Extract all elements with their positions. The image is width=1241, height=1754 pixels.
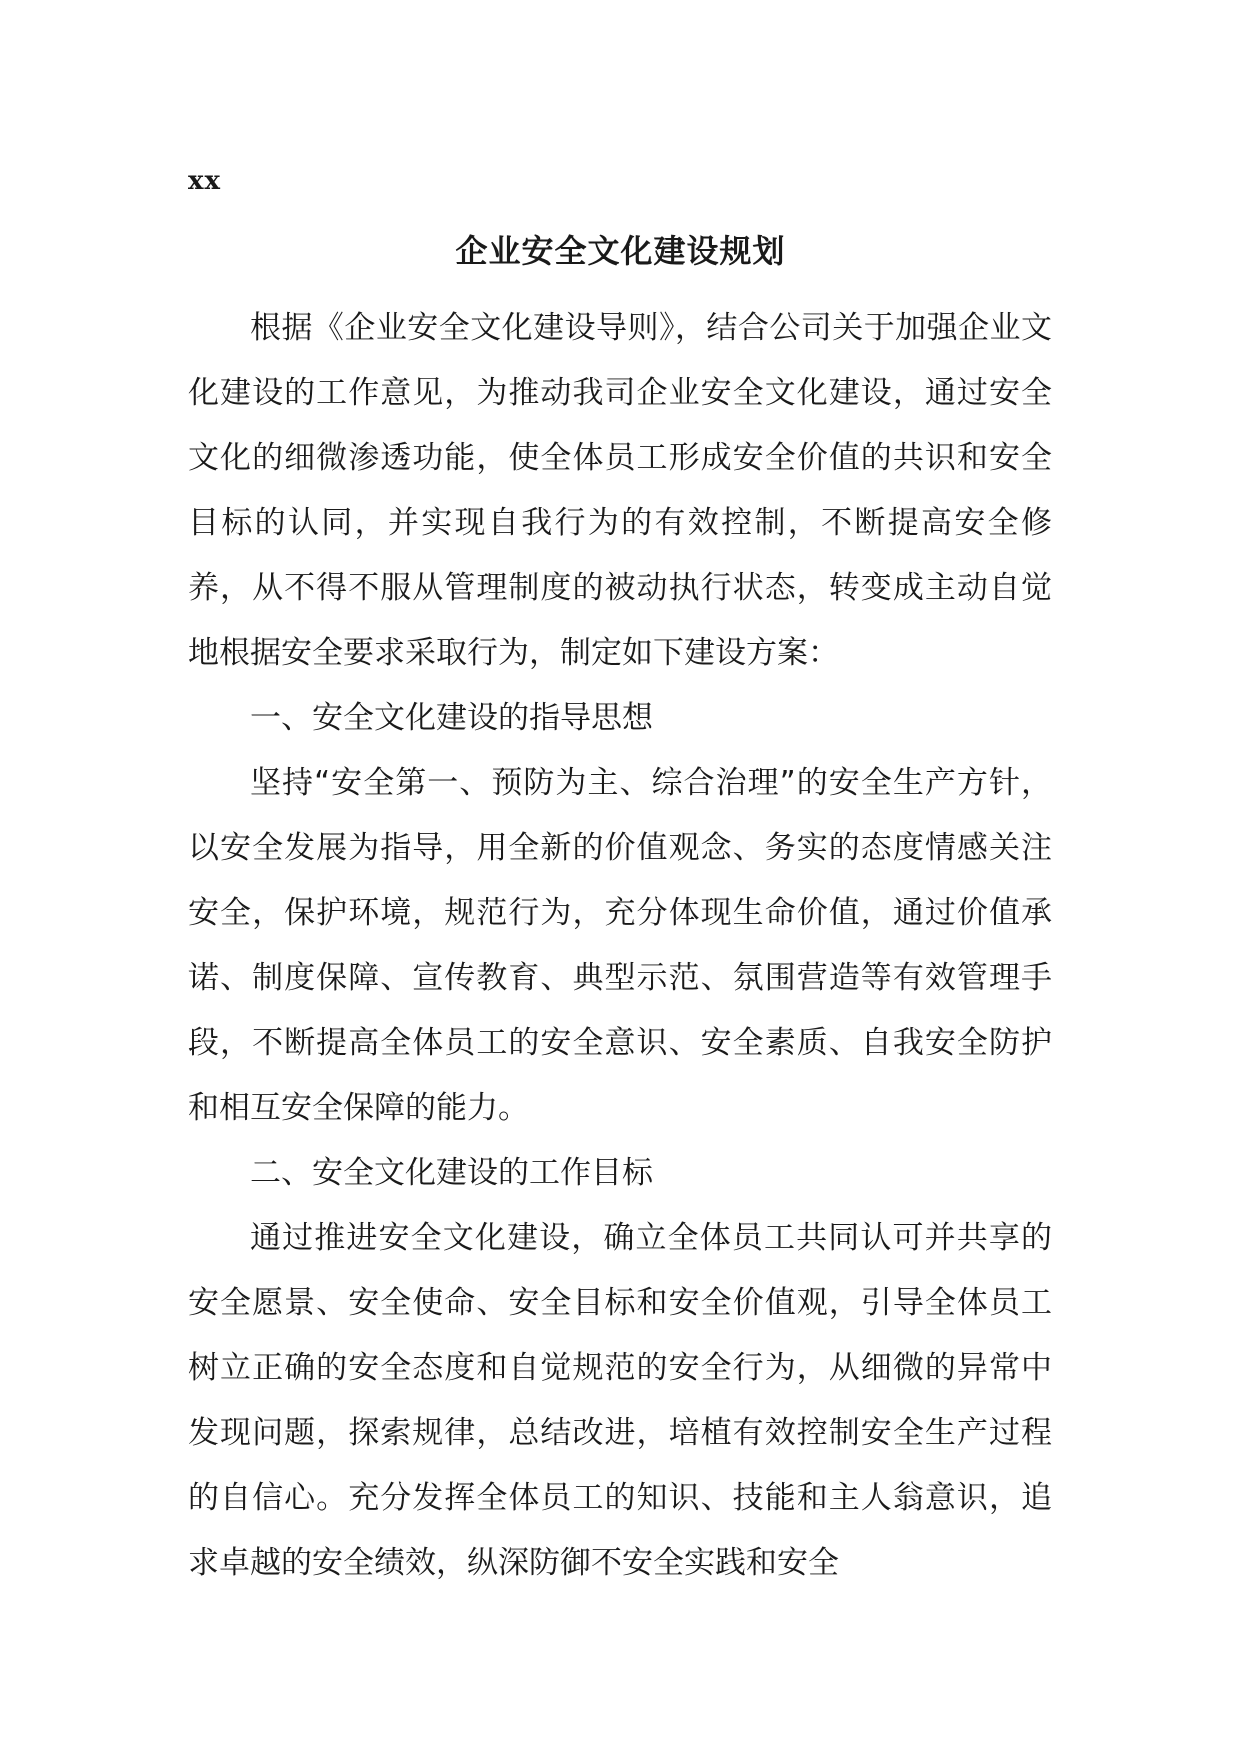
document-body xyxy=(188,296,1052,1596)
guiding-ideology-paragraph: 坚持“安全第一、预防为主、综合治理”的安全生产方针，以安全发展为指导，用全新的价值观念、务实的态度情感关注安全，保护环境，规范行为，充分体现生命价值，通过价值承诺、制度保障、宣传教育、典型示范、氛围营造等有效管理手段，不断提高全体员工的安全意识、安全素质、自我安全防护和相互安全保障的能力。 xyxy=(188,765,1052,1126)
work-goals-paragraph: 通过推进安全文化建设，确立全体员工共同认可并共享的安全愿景、安全使命、安全目标和安全价值观，引导全体员工树立正确的安全态度和自觉规范的安全行为，从细微的异常中发现问题，探索规律，总结改进，培植有效控制安全生产过程的自信心。充分发挥全体员工的知识、技能和主人翁意识，追求卓越的安全绩效，纵深防御不安全实践和安全 xyxy=(188,1220,1052,1581)
intro-paragraph: 根据《企业安全文化建设导则》，结合公司关于加强企业文化建设的工作意见，为推动我司企业安全文化建设，通过安全文化的细微渗透功能，使全体员工形成安全价值的共识和安全目标的认同，并实现自我行为的有效控制，不断提高安全修养，从不得不服从管理制度的被动执行状态，转变成主动自觉地根据安全要求采取行为，制定如下建设方案： xyxy=(188,310,1052,671)
header-mark: xx xyxy=(188,166,222,196)
section-heading-work-goals: 二、安全文化建设的工作目标 xyxy=(250,1155,653,1191)
section-heading-guiding-ideology: 一、安全文化建设的指导思想 xyxy=(250,700,653,736)
document-title: 企业安全文化建设规划 xyxy=(455,232,786,270)
